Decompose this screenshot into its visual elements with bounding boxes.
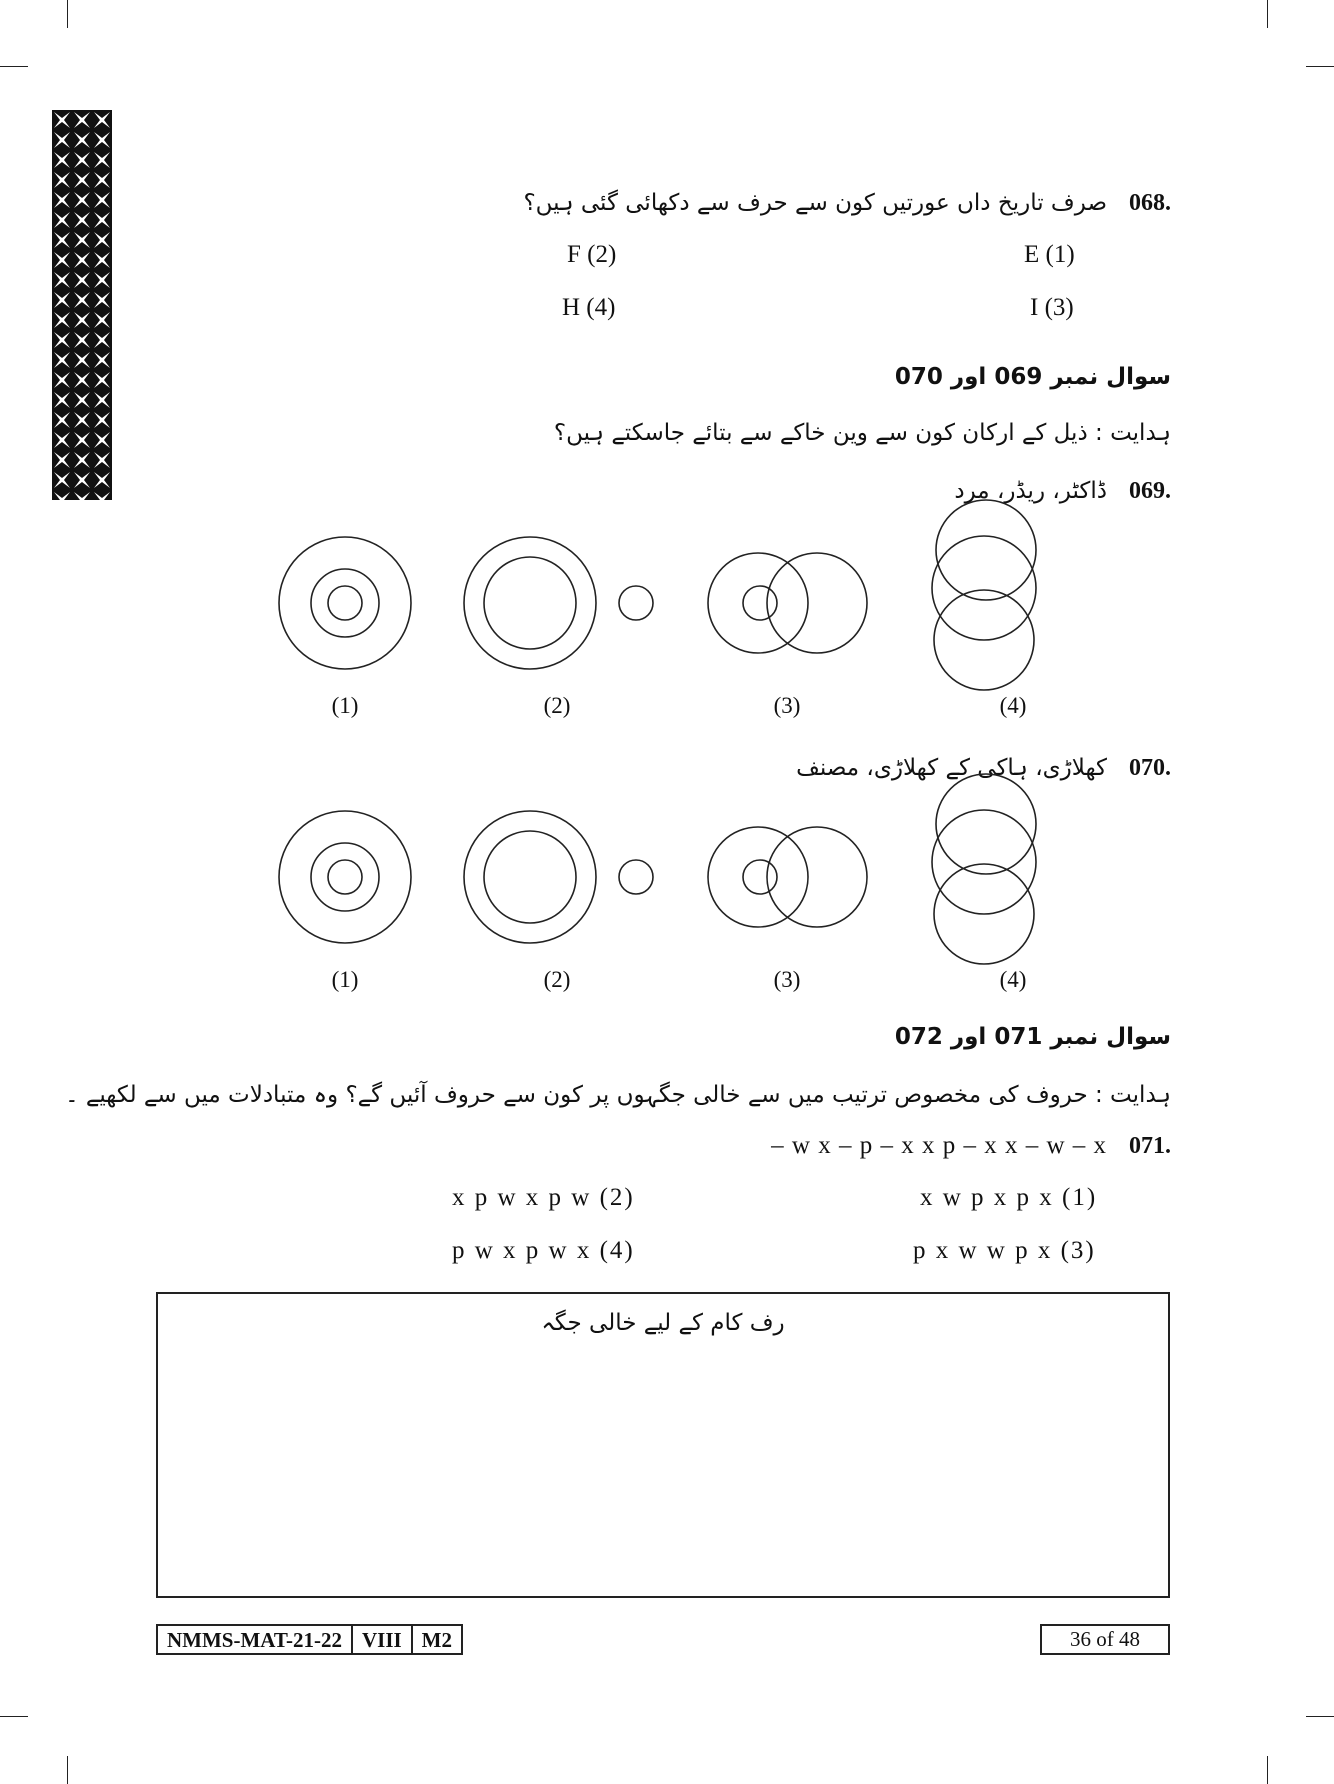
venn-option-4[interactable]: [932, 500, 1036, 690]
question-069: [954, 478, 1171, 505]
figure-label-4: (4): [999, 967, 1027, 992]
question-070: [796, 755, 1171, 782]
question-number: 071.: [1129, 1133, 1171, 1159]
venn-option-2[interactable]: [464, 537, 653, 669]
rough-work-box[interactable]: [156, 1292, 1170, 1598]
figure-label-1: (1): [331, 967, 359, 992]
figure-label-3: (3): [773, 693, 801, 718]
crop-mark-top-left-h: [0, 66, 28, 67]
figure-label-1: (1): [331, 693, 359, 718]
option-3[interactable]: p x w w p x (3): [913, 1237, 1096, 1264]
question-text: صرف تاریخ داں عورتیں کون سے حرف سے دکھائی گئی ہیں؟: [523, 190, 1107, 216]
venn-option-1[interactable]: [279, 537, 411, 669]
crop-mark-bottom-right-v: [1267, 1756, 1268, 1784]
question-number: 070.: [1129, 755, 1171, 781]
crop-mark-bottom-right-h: [1306, 1716, 1334, 1717]
question-071: [771, 1132, 1171, 1160]
letter-series: – w x – p – x x p – x x – w – x: [771, 1132, 1107, 1159]
paper-code-box: [156, 1624, 463, 1655]
venn-option-1[interactable]: [279, 811, 411, 943]
section-heading: سوال نمبر 071 اور 072: [894, 1024, 1171, 1050]
option-2[interactable]: x p w x p w (2): [452, 1184, 635, 1211]
option-2[interactable]: F (2): [567, 241, 617, 268]
question-068: [523, 190, 1171, 217]
crop-mark-bottom-left-h: [0, 1716, 28, 1717]
decorative-pattern-strip: [52, 110, 112, 500]
question-text: کھلاڑی، ہاکی کے کھلاڑی، مصنف: [796, 755, 1107, 781]
question-number: 069.: [1129, 478, 1171, 504]
crop-mark-top-right-h: [1306, 66, 1334, 67]
option-3[interactable]: I (3): [1030, 294, 1074, 321]
figure-label-3: (3): [773, 967, 801, 992]
question-text: ڈاکٹر، ریڈر، مرد: [954, 478, 1107, 504]
crop-mark-top-left-v: [67, 0, 68, 28]
figure-label-2: (2): [543, 693, 571, 718]
section-instruction: ہدایت : ذیل کے ارکان کون سے وین خاکے سے بتائے جاسکتے ہیں؟: [553, 420, 1171, 446]
venn-option-4[interactable]: [932, 774, 1036, 964]
section-heading: سوال نمبر 069 اور 070: [894, 364, 1171, 390]
class-label: VIII: [353, 1626, 413, 1653]
option-4[interactable]: H (4): [562, 294, 616, 321]
option-1[interactable]: E (1): [1024, 241, 1075, 268]
figure-label-4: (4): [999, 693, 1027, 718]
venn-option-3[interactable]: [708, 827, 867, 927]
figure-label-2: (2): [543, 967, 571, 992]
crop-mark-top-right-v: [1267, 0, 1268, 28]
section-instruction: ہدایت : حروف کی مخصوص ترتیب میں سے خالی جگہوں پر کون سے حروف آئیں گے؟ وہ متبادلات میں سے لکھیے ۔: [65, 1082, 1171, 1108]
medium-label: M2: [421, 1628, 452, 1652]
question-number: 068.: [1129, 190, 1171, 216]
venn-option-3[interactable]: [708, 553, 867, 653]
crop-mark-bottom-left-v: [67, 1756, 68, 1784]
paper-code: NMMS-MAT-21-22: [158, 1626, 353, 1653]
venn-option-2[interactable]: [464, 811, 653, 943]
option-4[interactable]: p w x p w x (4): [452, 1237, 635, 1264]
rough-work-label: رف کام کے لیے خالی جگہ: [541, 1310, 785, 1336]
page-number: 36 of 48: [1040, 1624, 1170, 1655]
option-1[interactable]: x w p x p x (1): [920, 1184, 1098, 1211]
